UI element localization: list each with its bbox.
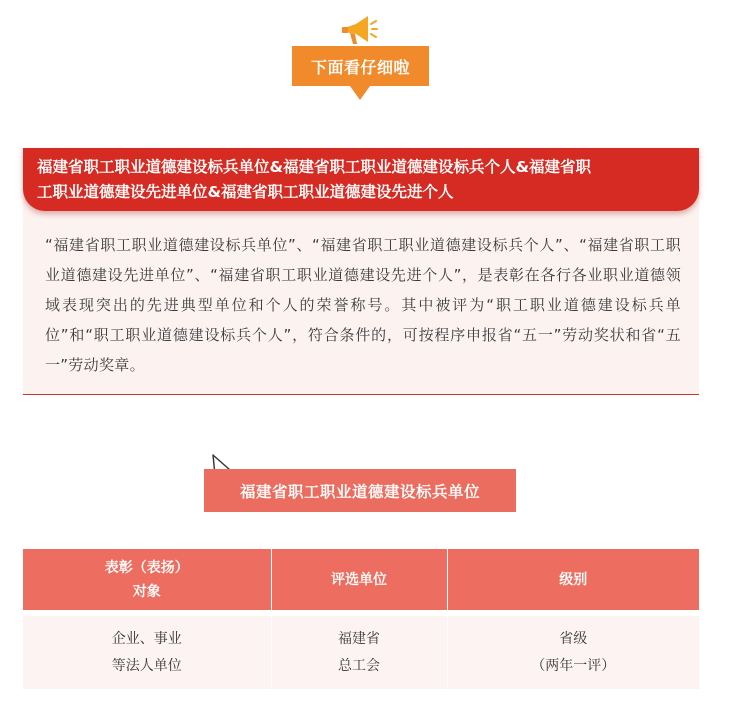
- subtitle-label: 福建省职工职业道德建设标兵单位: [239, 482, 480, 501]
- table-row: [23, 613, 699, 689]
- top-banner-pointer: [350, 86, 370, 100]
- cell-selector: [271, 613, 447, 689]
- cell-target-line2: 等法人单位: [111, 657, 182, 674]
- section-heading-line2: 工职业道德建设先进单位&福建省职工职业道德建设先进个人: [37, 183, 454, 201]
- top-banner: [292, 46, 429, 86]
- subtitle-label-box: [204, 469, 516, 512]
- section-heading: [23, 148, 699, 211]
- header-target-line2: 对象: [132, 583, 161, 600]
- cell-target: [23, 613, 271, 689]
- header-selector-line1: 评选单位: [331, 571, 387, 588]
- top-banner-label: 下面看仔细啦: [310, 57, 410, 77]
- header-target-line1: 表彰（表扬）: [104, 559, 189, 576]
- award-table: [23, 549, 699, 689]
- cell-level: [447, 613, 699, 689]
- table-header-row: [23, 549, 699, 613]
- cell-level-line2: （两年一评）: [531, 657, 616, 674]
- header-selector: [271, 549, 447, 613]
- header-level-line1: 级别: [559, 571, 588, 588]
- honor-description-section: [23, 148, 699, 395]
- section-heading-line1: 福建省职工职业道德建设标兵单位&福建省职工职业道德建设标兵个人&福建省职: [37, 158, 592, 176]
- cell-target-line1: 企业、事业: [111, 630, 182, 647]
- megaphone-icon: [338, 14, 378, 50]
- header-target: [23, 549, 271, 613]
- section-body-text: “福建省职工职业道德建设标兵单位”、“福建省职工职业道德建设标兵个人”、“福建省职工职业道德建设先进单位”、“福建省职工职业道德建设先进个人”，是表彰在各行各业职业道德领域表现突出的先进典型单位和个人的荣誉称号。其中被评为“职工职业道德建设标兵单位”和“职工职业道德建设标兵个人”，符合条件的，可按程序申报省“五一”劳动奖状和省“五一”劳动奖章。: [45, 236, 681, 374]
- header-level: [447, 549, 699, 613]
- cell-level-line1: 省级: [559, 630, 588, 647]
- cell-selector-line2: 总工会: [338, 657, 380, 674]
- cell-selector-line1: 福建省: [338, 630, 380, 647]
